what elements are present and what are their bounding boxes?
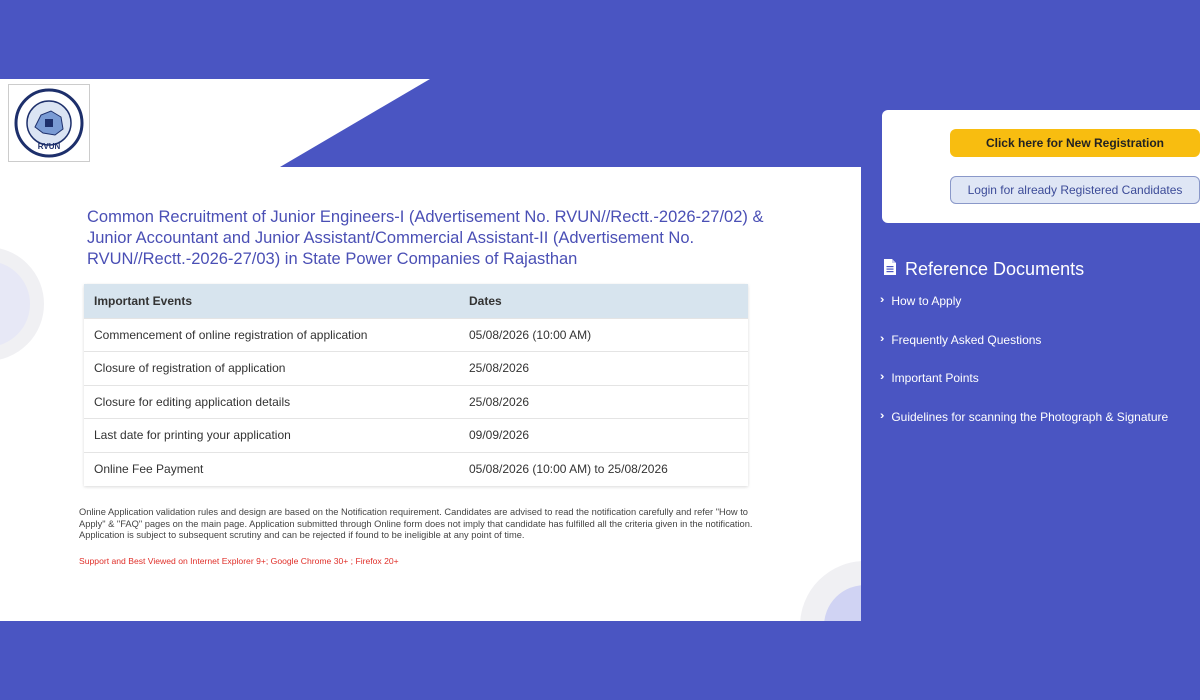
decorative-circle: [0, 247, 44, 361]
decorative-circle: [800, 561, 861, 621]
reference-link-important-points[interactable]: [880, 371, 1168, 410]
event-cell: Online Fee Payment: [84, 452, 459, 486]
table-row: [84, 419, 748, 453]
column-header: Important Events: [84, 284, 459, 318]
reference-link-label[interactable]: Frequently Asked Questions: [891, 332, 1042, 347]
page-title: Common Recruitment of Junior Engineers-I (Advertisement No. RVUN//Rectt.-2026-27/02) & Junior Accountant and Junior Assistant/Commercial Assistant-II (Advertisement No. RVUN//Rectt.-2026-27/03) in State Power Companies of Rajasthan: [87, 208, 764, 268]
notice-text: Online Application validation rules and design are based on the Notification requirement. Candidates are advised to read the notification carefully and refer "How to Apply" & "FAQ" pages on the main page. Application submitted through Online form does not imply that candidate has fulfilled all the criteria given in the notification. Application is subject to subsequent scrutiny and can be rejected if found to be ineligible at any point of time.: [79, 507, 753, 540]
reference-link-label[interactable]: Guidelines for scanning the Photograph & Signature: [891, 410, 1169, 425]
event-cell: Commencement of online registration of application: [84, 318, 459, 352]
reference-link-guidelines[interactable]: [880, 410, 1168, 449]
event-cell: Closure for editing application details: [84, 385, 459, 419]
table-row: [84, 318, 748, 352]
document-icon: [883, 258, 897, 281]
date-cell: 05/08/2026 (10:00 AM) to 25/08/2026: [459, 452, 748, 486]
double-chevron-right-icon: ››: [880, 332, 882, 345]
reference-link-how-to-apply[interactable]: [880, 294, 1168, 333]
table-row: [84, 385, 748, 419]
event-cell: Last date for printing your application: [84, 419, 459, 453]
double-chevron-right-icon: ››: [880, 294, 882, 306]
login-button[interactable]: Login for already Registered Candidates: [950, 176, 1200, 204]
header-notch: [0, 79, 861, 167]
svg-text:RVUN: RVUN: [37, 142, 61, 151]
important-events-table: [84, 284, 748, 486]
reference-link-faq[interactable]: [880, 333, 1168, 372]
column-header: Dates: [459, 284, 748, 318]
rvun-logo: [8, 84, 90, 162]
reference-documents-title: Reference Documents: [905, 259, 1085, 279]
reference-link-label[interactable]: Important Points: [891, 371, 979, 386]
table-row: [84, 452, 748, 486]
registration-box: [882, 110, 1200, 223]
date-cell: 25/08/2026: [459, 385, 748, 419]
table-row: [84, 352, 748, 386]
double-chevron-right-icon: ››: [880, 410, 882, 423]
table-header-row: [84, 284, 748, 318]
browser-support-text: Support and Best Viewed on Internet Explorer 9+; Google Chrome 30+ ; Firefox 20+: [79, 556, 399, 566]
double-chevron-right-icon: ››: [880, 371, 882, 384]
new-registration-button[interactable]: Click here for New Registration: [950, 129, 1200, 157]
date-cell: 05/08/2026 (10:00 AM): [459, 318, 748, 352]
reference-links: [880, 294, 1168, 449]
date-cell: 25/08/2026: [459, 352, 748, 386]
reference-link-label[interactable]: How to Apply: [891, 294, 962, 308]
reference-documents-heading: [883, 258, 1084, 281]
event-cell: Closure of registration of application: [84, 352, 459, 386]
date-cell: 09/09/2026: [459, 419, 748, 453]
